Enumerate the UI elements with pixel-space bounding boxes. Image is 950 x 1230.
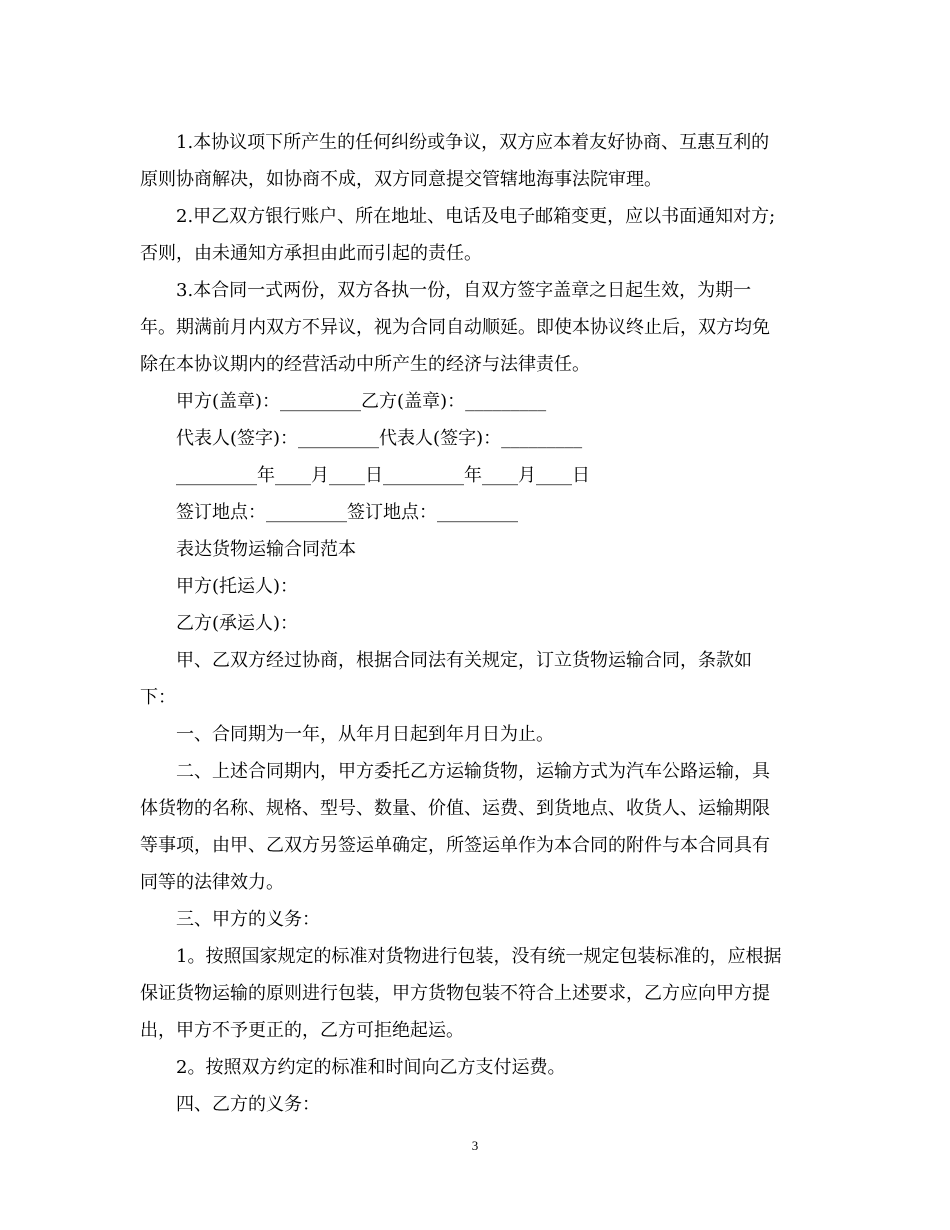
party-seal-line	[140, 383, 810, 420]
article-2-scope	[140, 753, 810, 901]
text-line: 保证货物运输的原则进行包装，甲方货物包装不符合上述要求，乙方应向甲方提	[140, 983, 770, 1004]
article-3-heading	[140, 901, 810, 938]
text-line: 否则，由未通知方承担由此而引起的责任。	[140, 243, 482, 264]
text-line: _________年____月____日_________年____月____日	[176, 465, 590, 486]
text-line: 代表人(签字)：_________代表人(签字)：_________	[176, 428, 583, 449]
text-line: 乙方(承运人)：	[176, 613, 299, 634]
text-line: 二、上述合同期内，甲方委托乙方运输货物，运输方式为汽车公路运输，具	[176, 761, 770, 782]
text-line: 2。按照双方约定的标准和时间向乙方支付运费。	[176, 1057, 566, 1078]
date-line	[140, 457, 810, 494]
representative-signature-line	[140, 420, 810, 457]
text-line: 三、甲方的义务：	[176, 909, 320, 930]
clause-3-validity	[140, 272, 810, 383]
party-a-shipper	[140, 568, 810, 605]
text-line: 1。按照国家规定的标准对货物进行包装，没有统一规定包装标准的，应根据	[176, 946, 782, 967]
text-line: 原则协商解决，如协商不成，双方同意提交管辖地海事法院审理。	[140, 169, 662, 190]
page-number: 3	[471, 1138, 479, 1153]
text-line: 年。期满前月内双方不异议，视为合同自动顺延。即使本协议终止后，双方均免	[140, 317, 770, 338]
text-line: 表达货物运输合同范本	[176, 539, 356, 560]
document-body	[140, 124, 810, 1123]
text-line: 四、乙方的义务：	[176, 1094, 320, 1115]
clause-2-notification	[140, 198, 810, 272]
signing-place-line	[140, 494, 810, 531]
text-line: 出，甲方不予更正的，乙方可拒绝起运。	[140, 1020, 464, 1041]
text-line: 除在本协议期内的经营活动中所产生的经济与法律责任。	[140, 354, 590, 375]
text-line: 甲方(盖章)：_________乙方(盖章)：_________	[176, 391, 547, 412]
text-line: 下：	[140, 687, 176, 708]
article-1-term	[140, 716, 810, 753]
text-line: 签订地点：_________签订地点：_________	[176, 502, 518, 523]
article-4-heading	[140, 1086, 810, 1123]
text-line: 等事项，由甲、乙双方另签运单确定，所签运单作为本合同的附件与本合同具有	[140, 835, 770, 856]
text-line: 2.甲乙双方银行账户、所在地址、电话及电子邮箱变更，应以书面通知对方;	[176, 206, 776, 227]
text-line: 1.本协议项下所产生的任何纠纷或争议，双方应本着友好协商、互惠互利的	[176, 132, 770, 153]
text-line: 同等的法律效力。	[140, 872, 284, 893]
text-line: 甲方(托运人)：	[176, 576, 299, 597]
contract-title	[140, 531, 810, 568]
text-line: 甲、乙双方经过协商，根据合同法有关规定，订立货物运输合同，条款如	[176, 650, 752, 671]
contract-preamble	[140, 642, 810, 716]
text-line: 3.本合同一式两份，双方各执一份，自双方签字盖章之日起生效，为期一	[176, 280, 752, 301]
article-3-item-1	[140, 938, 810, 1049]
text-line: 一、合同期为一年，从年月日起到年月日为止。	[176, 724, 554, 745]
article-3-item-2	[140, 1049, 810, 1086]
text-line: 体货物的名称、规格、型号、数量、价值、运费、到货地点、收货人、运输期限	[140, 798, 770, 819]
party-b-carrier	[140, 605, 810, 642]
clause-1-dispute	[140, 124, 810, 198]
